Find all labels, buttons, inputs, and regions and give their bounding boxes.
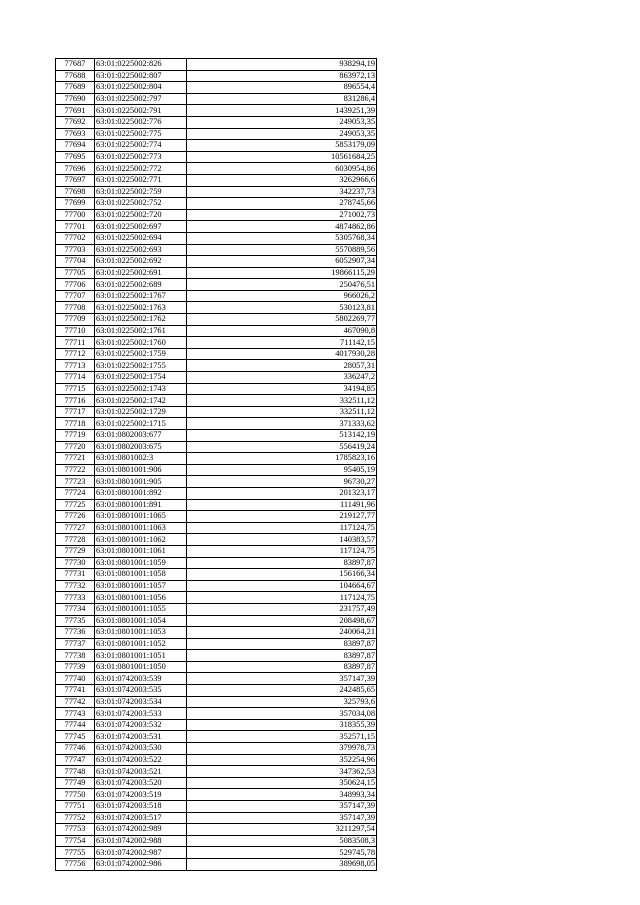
table-row <box>56 337 377 349</box>
cadastral-number-cell: 63:01:0225002:1761 <box>95 325 187 337</box>
row-number-cell: 77705 <box>56 267 95 279</box>
cadastral-number-cell: 63:01:0801001:906 <box>95 464 187 476</box>
table-row <box>56 70 377 82</box>
table-row <box>56 545 377 557</box>
cadastral-number-cell: 63:01:0801001:1054 <box>95 615 187 627</box>
cadastral-number-cell: 63:01:0801001:891 <box>95 499 187 511</box>
row-number-cell: 77697 <box>56 174 95 186</box>
row-number-cell: 77695 <box>56 151 95 163</box>
cadastral-number-cell: 63:01:0742003:518 <box>95 801 187 813</box>
value-cell: 5083508,3 <box>187 835 377 847</box>
cadastral-value-table <box>55 58 377 871</box>
cadastral-number-cell: 63:01:0225002:776 <box>95 116 187 128</box>
row-number-cell: 77755 <box>56 847 95 859</box>
value-cell: 250476,51 <box>187 279 377 291</box>
cadastral-number-cell: 63:01:0225002:693 <box>95 244 187 256</box>
cadastral-number-cell: 63:01:0802003:677 <box>95 430 187 442</box>
cadastral-number-cell: 63:01:0742003:520 <box>95 777 187 789</box>
table-row <box>56 858 377 870</box>
value-cell: 140383,57 <box>187 534 377 546</box>
value-cell: 530123,81 <box>187 302 377 314</box>
table-row <box>56 580 377 592</box>
table-row <box>56 198 377 210</box>
cadastral-number-cell: 63:01:0225002:1763 <box>95 302 187 314</box>
row-number-cell: 77746 <box>56 743 95 755</box>
row-number-cell: 77743 <box>56 708 95 720</box>
table-row <box>56 801 377 813</box>
value-cell: 10561684,25 <box>187 151 377 163</box>
value-cell: 5570889,56 <box>187 244 377 256</box>
row-number-cell: 77698 <box>56 186 95 198</box>
table-row <box>56 592 377 604</box>
cadastral-number-cell: 63:01:0742002:986 <box>95 858 187 870</box>
row-number-cell: 77726 <box>56 511 95 523</box>
value-cell: 389698,05 <box>187 858 377 870</box>
cadastral-number-cell: 63:01:0225002:1759 <box>95 348 187 360</box>
table-row <box>56 812 377 824</box>
value-cell: 896554,4 <box>187 82 377 94</box>
value-cell: 240064,21 <box>187 627 377 639</box>
table-row <box>56 59 377 71</box>
row-number-cell: 77724 <box>56 487 95 499</box>
row-number-cell: 77701 <box>56 221 95 233</box>
value-cell: 201323,17 <box>187 487 377 499</box>
value-cell: 6030954,86 <box>187 163 377 175</box>
table-row <box>56 140 377 152</box>
value-cell: 513142,19 <box>187 430 377 442</box>
table-row <box>56 534 377 546</box>
value-cell: 19866115,29 <box>187 267 377 279</box>
row-number-cell: 77720 <box>56 441 95 453</box>
row-number-cell: 77750 <box>56 789 95 801</box>
value-cell: 95405,19 <box>187 464 377 476</box>
cadastral-number-cell: 63:01:0225002:807 <box>95 70 187 82</box>
table-row <box>56 186 377 198</box>
cadastral-number-cell: 63:01:0742003:517 <box>95 812 187 824</box>
row-number-cell: 77709 <box>56 314 95 326</box>
value-cell: 371333,62 <box>187 418 377 430</box>
cadastral-number-cell: 63:01:0225002:1743 <box>95 383 187 395</box>
value-cell: 357034,08 <box>187 708 377 720</box>
row-number-cell: 77708 <box>56 302 95 314</box>
cadastral-number-cell: 63:01:0742003:521 <box>95 766 187 778</box>
value-cell: 83897,87 <box>187 650 377 662</box>
table-row <box>56 128 377 140</box>
table-row <box>56 441 377 453</box>
value-cell: 966026,2 <box>187 290 377 302</box>
value-cell: 325793,6 <box>187 696 377 708</box>
row-number-cell: 77721 <box>56 453 95 465</box>
value-cell: 529745,78 <box>187 847 377 859</box>
table-row <box>56 406 377 418</box>
table-row <box>56 372 377 384</box>
row-number-cell: 77718 <box>56 418 95 430</box>
value-cell: 352254,96 <box>187 754 377 766</box>
row-number-cell: 77696 <box>56 163 95 175</box>
table-row <box>56 499 377 511</box>
table-row <box>56 256 377 268</box>
value-cell: 5853179,09 <box>187 140 377 152</box>
row-number-cell: 77706 <box>56 279 95 291</box>
row-number-cell: 77725 <box>56 499 95 511</box>
table-row <box>56 627 377 639</box>
table-row <box>56 719 377 731</box>
row-number-cell: 77736 <box>56 627 95 639</box>
table-row <box>56 661 377 673</box>
cadastral-number-cell: 63:01:0801001:1052 <box>95 638 187 650</box>
table-row <box>56 557 377 569</box>
row-number-cell: 77713 <box>56 360 95 372</box>
row-number-cell: 77731 <box>56 569 95 581</box>
value-cell: 6052907,34 <box>187 256 377 268</box>
row-number-cell: 77728 <box>56 534 95 546</box>
row-number-cell: 77704 <box>56 256 95 268</box>
row-number-cell: 77715 <box>56 383 95 395</box>
value-cell: 938294,19 <box>187 59 377 71</box>
table-row <box>56 348 377 360</box>
row-number-cell: 77712 <box>56 348 95 360</box>
value-cell: 342237,73 <box>187 186 377 198</box>
row-number-cell: 77702 <box>56 232 95 244</box>
row-number-cell: 77700 <box>56 209 95 221</box>
value-cell: 1785823,16 <box>187 453 377 465</box>
table-row <box>56 673 377 685</box>
cadastral-number-cell: 63:01:0225002:694 <box>95 232 187 244</box>
row-number-cell: 77693 <box>56 128 95 140</box>
row-number-cell: 77710 <box>56 325 95 337</box>
row-number-cell: 77733 <box>56 592 95 604</box>
row-number-cell: 77738 <box>56 650 95 662</box>
row-number-cell: 77688 <box>56 70 95 82</box>
row-number-cell: 77747 <box>56 754 95 766</box>
table-row <box>56 476 377 488</box>
table-row <box>56 731 377 743</box>
row-number-cell: 77719 <box>56 430 95 442</box>
value-cell: 104664,67 <box>187 580 377 592</box>
cadastral-number-cell: 63:01:0225002:689 <box>95 279 187 291</box>
cadastral-number-cell: 63:01:0742003:535 <box>95 685 187 697</box>
cadastral-number-cell: 63:01:0801001:1051 <box>95 650 187 662</box>
table-row <box>56 754 377 766</box>
cadastral-number-cell: 63:01:0801001:1061 <box>95 545 187 557</box>
cadastral-number-cell: 63:01:0225002:1755 <box>95 360 187 372</box>
row-number-cell: 77711 <box>56 337 95 349</box>
row-number-cell: 77732 <box>56 580 95 592</box>
cadastral-number-cell: 63:01:0225002:1762 <box>95 314 187 326</box>
row-number-cell: 77692 <box>56 116 95 128</box>
cadastral-number-cell: 63:01:0225002:697 <box>95 221 187 233</box>
value-cell: 117124,75 <box>187 592 377 604</box>
row-number-cell: 77723 <box>56 476 95 488</box>
value-cell: 711142,15 <box>187 337 377 349</box>
table-row <box>56 847 377 859</box>
table-row <box>56 650 377 662</box>
cadastral-number-cell: 63:01:0801001:1063 <box>95 522 187 534</box>
value-cell: 83897,87 <box>187 661 377 673</box>
row-number-cell: 77687 <box>56 59 95 71</box>
value-cell: 318355,39 <box>187 719 377 731</box>
table-row <box>56 789 377 801</box>
cadastral-number-cell: 63:01:0742003:522 <box>95 754 187 766</box>
table-row <box>56 835 377 847</box>
cadastral-number-cell: 63:01:0225002:804 <box>95 82 187 94</box>
cadastral-number-cell: 63:01:0801001:1059 <box>95 557 187 569</box>
table-row <box>56 302 377 314</box>
cadastral-number-cell: 63:01:0742003:534 <box>95 696 187 708</box>
table-body <box>56 59 377 871</box>
cadastral-number-cell: 63:01:0225002:791 <box>95 105 187 117</box>
cadastral-number-cell: 63:01:0801001:1058 <box>95 569 187 581</box>
row-number-cell: 77737 <box>56 638 95 650</box>
row-number-cell: 77756 <box>56 858 95 870</box>
table-row <box>56 453 377 465</box>
table-row <box>56 777 377 789</box>
table-row <box>56 569 377 581</box>
table-row <box>56 766 377 778</box>
cadastral-number-cell: 63:01:0801001:905 <box>95 476 187 488</box>
cadastral-number-cell: 63:01:0742003:533 <box>95 708 187 720</box>
row-number-cell: 77689 <box>56 82 95 94</box>
cadastral-number-cell: 63:01:0225002:1715 <box>95 418 187 430</box>
table-row <box>56 708 377 720</box>
cadastral-number-cell: 63:01:0742002:989 <box>95 824 187 836</box>
table-row <box>56 430 377 442</box>
value-cell: 271002,73 <box>187 209 377 221</box>
table-row <box>56 603 377 615</box>
cadastral-number-cell: 63:01:0225002:1767 <box>95 290 187 302</box>
cadastral-number-cell: 63:01:0742002:987 <box>95 847 187 859</box>
value-cell: 357147,39 <box>187 673 377 685</box>
value-cell: 219127,77 <box>187 511 377 523</box>
value-cell: 5802269,77 <box>187 314 377 326</box>
cadastral-number-cell: 63:01:0225002:773 <box>95 151 187 163</box>
cadastral-number-cell: 63:01:0225002:775 <box>95 128 187 140</box>
cadastral-number-cell: 63:01:0801002:3 <box>95 453 187 465</box>
row-number-cell: 77707 <box>56 290 95 302</box>
row-number-cell: 77691 <box>56 105 95 117</box>
table-row <box>56 267 377 279</box>
row-number-cell: 77739 <box>56 661 95 673</box>
cadastral-number-cell: 63:01:0225002:774 <box>95 140 187 152</box>
table-row <box>56 105 377 117</box>
value-cell: 379978,73 <box>187 743 377 755</box>
value-cell: 352571,15 <box>187 731 377 743</box>
cadastral-number-cell: 63:01:0801001:1065 <box>95 511 187 523</box>
row-number-cell: 77694 <box>56 140 95 152</box>
cadastral-number-cell: 63:01:0225002:1742 <box>95 395 187 407</box>
row-number-cell: 77745 <box>56 731 95 743</box>
value-cell: 117124,75 <box>187 545 377 557</box>
value-cell: 332511,12 <box>187 406 377 418</box>
row-number-cell: 77754 <box>56 835 95 847</box>
row-number-cell: 77714 <box>56 372 95 384</box>
row-number-cell: 77729 <box>56 545 95 557</box>
table-row <box>56 638 377 650</box>
table-row <box>56 360 377 372</box>
table-row <box>56 685 377 697</box>
value-cell: 28057,31 <box>187 360 377 372</box>
row-number-cell: 77716 <box>56 395 95 407</box>
value-cell: 249053,35 <box>187 116 377 128</box>
value-cell: 231757,49 <box>187 603 377 615</box>
table-row <box>56 464 377 476</box>
cadastral-number-cell: 63:01:0742003:519 <box>95 789 187 801</box>
value-cell: 242485,65 <box>187 685 377 697</box>
value-cell: 96730,27 <box>187 476 377 488</box>
cadastral-number-cell: 63:01:0225002:759 <box>95 186 187 198</box>
cadastral-number-cell: 63:01:0225002:752 <box>95 198 187 210</box>
row-number-cell: 77742 <box>56 696 95 708</box>
row-number-cell: 77703 <box>56 244 95 256</box>
table-row <box>56 314 377 326</box>
cadastral-number-cell: 63:01:0225002:826 <box>95 59 187 71</box>
row-number-cell: 77753 <box>56 824 95 836</box>
value-cell: 348993,34 <box>187 789 377 801</box>
row-number-cell: 77740 <box>56 673 95 685</box>
value-cell: 83897,87 <box>187 557 377 569</box>
cadastral-number-cell: 63:01:0801001:1050 <box>95 661 187 673</box>
table-row <box>56 511 377 523</box>
cadastral-number-cell: 63:01:0742003:530 <box>95 743 187 755</box>
cadastral-number-cell: 63:01:0742003:532 <box>95 719 187 731</box>
table-row <box>56 82 377 94</box>
table-row <box>56 418 377 430</box>
value-cell: 831286,4 <box>187 93 377 105</box>
cadastral-number-cell: 63:01:0801001:1053 <box>95 627 187 639</box>
cadastral-number-cell: 63:01:0225002:797 <box>95 93 187 105</box>
value-cell: 336247,2 <box>187 372 377 384</box>
cadastral-number-cell: 63:01:0225002:772 <box>95 163 187 175</box>
row-number-cell: 77748 <box>56 766 95 778</box>
table-row <box>56 696 377 708</box>
cadastral-number-cell: 63:01:0225002:1754 <box>95 372 187 384</box>
value-cell: 156166,34 <box>187 569 377 581</box>
value-cell: 111491,96 <box>187 499 377 511</box>
table-row <box>56 151 377 163</box>
row-number-cell: 77744 <box>56 719 95 731</box>
row-number-cell: 77699 <box>56 198 95 210</box>
table-row <box>56 244 377 256</box>
value-cell: 5305768,34 <box>187 232 377 244</box>
table-row <box>56 163 377 175</box>
cadastral-number-cell: 63:01:0801001:1056 <box>95 592 187 604</box>
table-row <box>56 174 377 186</box>
value-cell: 332511,12 <box>187 395 377 407</box>
table-row <box>56 522 377 534</box>
value-cell: 3211297,54 <box>187 824 377 836</box>
value-cell: 208498,67 <box>187 615 377 627</box>
cadastral-number-cell: 63:01:0801001:892 <box>95 487 187 499</box>
table-row <box>56 221 377 233</box>
table-row <box>56 232 377 244</box>
value-cell: 350624,15 <box>187 777 377 789</box>
cadastral-number-cell: 63:01:0742003:531 <box>95 731 187 743</box>
row-number-cell: 77752 <box>56 812 95 824</box>
table-row <box>56 290 377 302</box>
cadastral-number-cell: 63:01:0225002:692 <box>95 256 187 268</box>
value-cell: 357147,39 <box>187 801 377 813</box>
cadastral-number-cell: 63:01:0225002:1729 <box>95 406 187 418</box>
cadastral-number-cell: 63:01:0742002:988 <box>95 835 187 847</box>
cadastral-number-cell: 63:01:0225002:720 <box>95 209 187 221</box>
cadastral-number-cell: 63:01:0801001:1062 <box>95 534 187 546</box>
row-number-cell: 77735 <box>56 615 95 627</box>
table-row <box>56 383 377 395</box>
value-cell: 556419,24 <box>187 441 377 453</box>
table-row <box>56 93 377 105</box>
value-cell: 863972,13 <box>187 70 377 82</box>
cadastral-number-cell: 63:01:0801001:1057 <box>95 580 187 592</box>
table-row <box>56 209 377 221</box>
table-row <box>56 325 377 337</box>
value-cell: 4017930,28 <box>187 348 377 360</box>
table-row <box>56 116 377 128</box>
value-cell: 34194,85 <box>187 383 377 395</box>
cadastral-number-cell: 63:01:0802003:675 <box>95 441 187 453</box>
table-row <box>56 487 377 499</box>
table-row <box>56 279 377 291</box>
table-row <box>56 615 377 627</box>
table-row <box>56 743 377 755</box>
table-row <box>56 824 377 836</box>
value-cell: 467090,8 <box>187 325 377 337</box>
value-cell: 83897,87 <box>187 638 377 650</box>
row-number-cell: 77727 <box>56 522 95 534</box>
cadastral-number-cell: 63:01:0801001:1055 <box>95 603 187 615</box>
row-number-cell: 77717 <box>56 406 95 418</box>
cadastral-number-cell: 63:01:0225002:1760 <box>95 337 187 349</box>
value-cell: 117124,75 <box>187 522 377 534</box>
cadastral-number-cell: 63:01:0742003:539 <box>95 673 187 685</box>
row-number-cell: 77730 <box>56 557 95 569</box>
row-number-cell: 77722 <box>56 464 95 476</box>
value-cell: 347362,53 <box>187 766 377 778</box>
value-cell: 249053,35 <box>187 128 377 140</box>
row-number-cell: 77734 <box>56 603 95 615</box>
row-number-cell: 77741 <box>56 685 95 697</box>
cadastral-number-cell: 63:01:0225002:771 <box>95 174 187 186</box>
table-row <box>56 395 377 407</box>
value-cell: 357147,39 <box>187 812 377 824</box>
value-cell: 1439251,39 <box>187 105 377 117</box>
cadastral-number-cell: 63:01:0225002:691 <box>95 267 187 279</box>
value-cell: 4874862,86 <box>187 221 377 233</box>
row-number-cell: 77749 <box>56 777 95 789</box>
value-cell: 3262966,6 <box>187 174 377 186</box>
spreadsheet-page <box>55 58 377 871</box>
row-number-cell: 77690 <box>56 93 95 105</box>
value-cell: 278745,66 <box>187 198 377 210</box>
row-number-cell: 77751 <box>56 801 95 813</box>
